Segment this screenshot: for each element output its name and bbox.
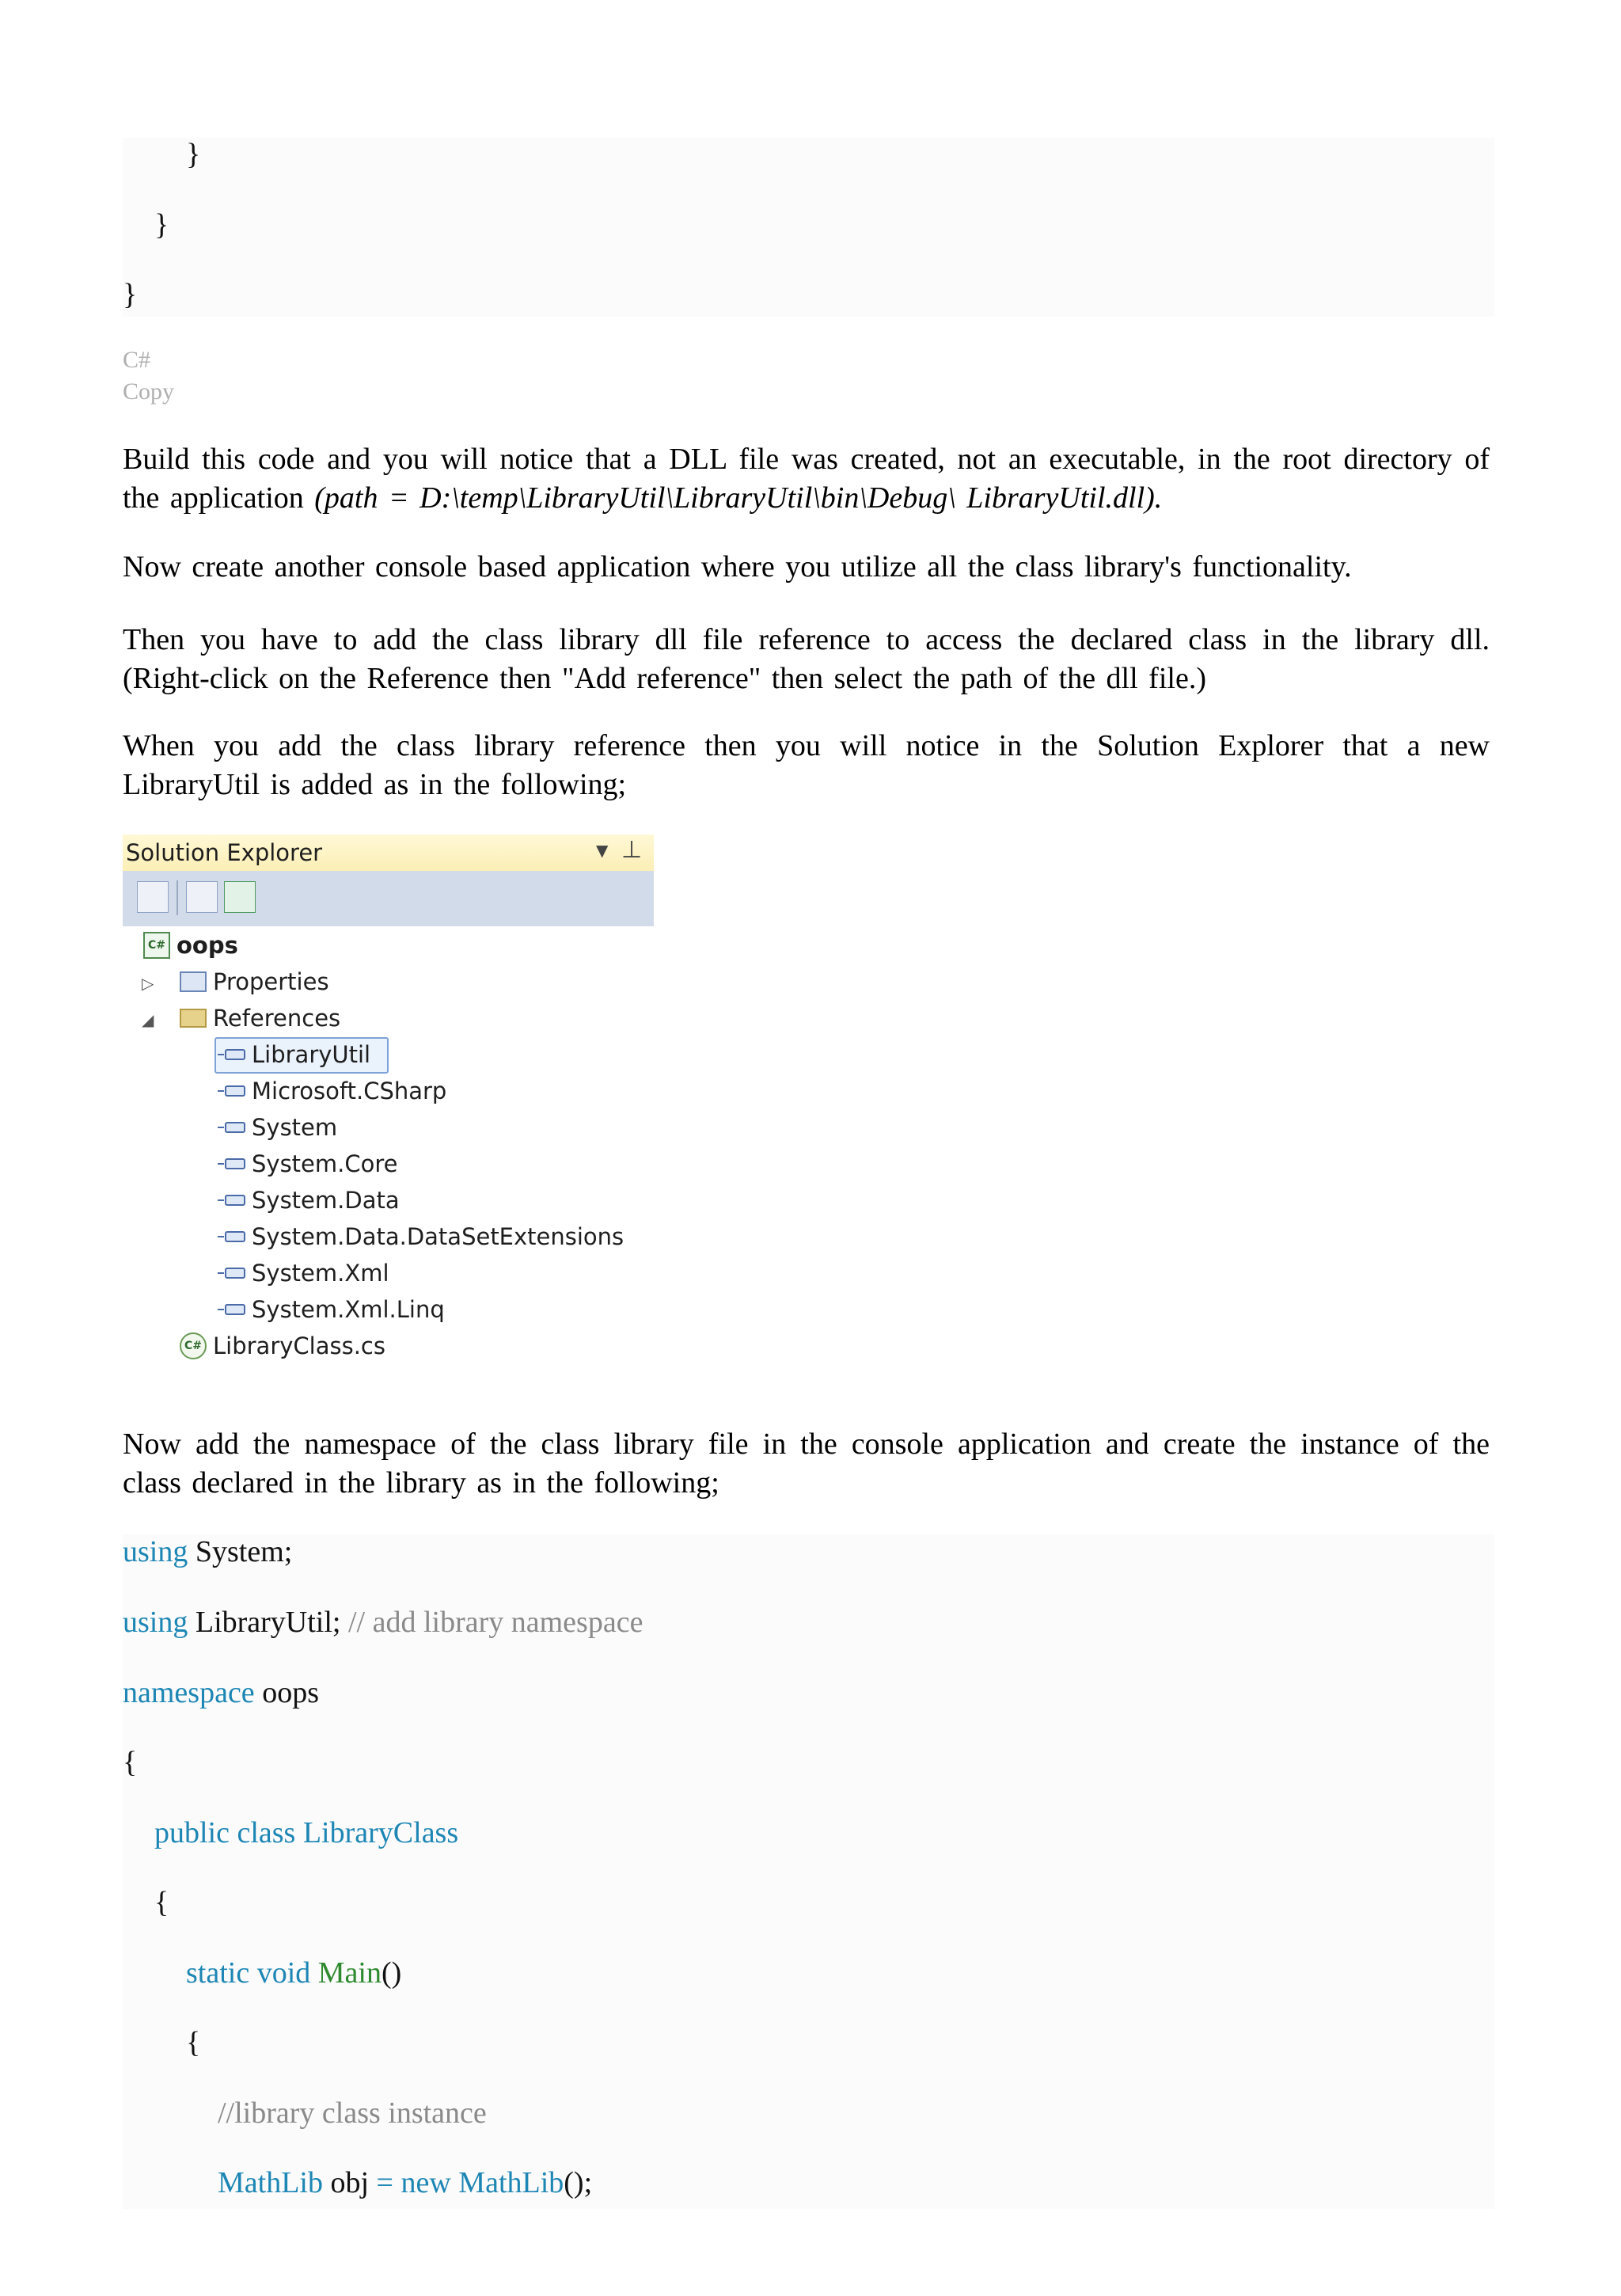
tree-item-project[interactable] bbox=[143, 929, 238, 961]
reference-connector bbox=[218, 1236, 224, 1237]
code-operator: = bbox=[376, 2166, 393, 2199]
reference-item[interactable] bbox=[218, 1294, 445, 1325]
reference-connector bbox=[218, 1163, 224, 1165]
reference-icon bbox=[225, 1122, 245, 1133]
solution-explorer-title: Solution Explorer bbox=[126, 839, 323, 866]
reference-item[interactable] bbox=[218, 1148, 397, 1180]
tree-item-references[interactable] bbox=[180, 1002, 340, 1034]
reference-label: System bbox=[252, 1114, 338, 1141]
code-line bbox=[123, 1605, 643, 1640]
folder-icon bbox=[180, 1009, 207, 1028]
reference-connector bbox=[218, 1199, 224, 1201]
code-line bbox=[186, 1956, 401, 1990]
code-text: (); bbox=[564, 2166, 593, 2199]
copy-link[interactable]: Copy bbox=[123, 378, 175, 405]
reference-label: System.Data.DataSetExtensions bbox=[252, 1223, 624, 1250]
code-keyword: new MathLib bbox=[393, 2166, 564, 2199]
code-line: { bbox=[186, 2026, 201, 2059]
show-all-files-icon[interactable] bbox=[186, 881, 218, 913]
reference-item[interactable] bbox=[218, 1221, 624, 1253]
paragraph-build-text: Build this code and you will notice that a DLL file was created, not an executable, in the root directory of the application bbox=[123, 443, 1490, 515]
code-text: () bbox=[381, 1956, 402, 1990]
code-text: System; bbox=[188, 1535, 293, 1568]
reference-connector bbox=[218, 1127, 224, 1128]
solution-explorer-toolbar bbox=[123, 871, 654, 926]
paragraph-add-reference: Then you have to add the class library dll file reference to access the declared class in the library dll. (Right-click on the Reference then "Add reference" then select the path of the dll file.) bbox=[123, 623, 1490, 695]
tree-item-label: LibraryClass.cs bbox=[213, 1332, 385, 1359]
reference-label: System.Xml.Linq bbox=[252, 1296, 445, 1323]
reference-item[interactable] bbox=[218, 1039, 370, 1070]
solution-explorer-header bbox=[123, 834, 654, 872]
tree-item-label: References bbox=[213, 1005, 341, 1032]
code-text: LibraryUtil; bbox=[188, 1606, 348, 1639]
reference-connector bbox=[218, 1054, 224, 1055]
code-line bbox=[123, 1534, 292, 1569]
code-line bbox=[218, 2165, 592, 2200]
dll-path: (path = D:\temp\LibraryUtil\LibraryUtil\bin\Debug\ LibraryUtil.dll). bbox=[314, 481, 1163, 515]
reference-connector bbox=[218, 1090, 224, 1092]
code-function: Main bbox=[317, 1956, 382, 1990]
code-text: oops bbox=[254, 1676, 319, 1709]
tree-item-properties[interactable] bbox=[180, 966, 329, 998]
code-line: } bbox=[186, 138, 201, 171]
csharp-file-icon: C# bbox=[180, 1332, 207, 1359]
reference-item[interactable] bbox=[218, 1257, 389, 1289]
toolbar-separator bbox=[177, 880, 178, 915]
collapse-arrow-icon[interactable]: ◢ bbox=[142, 1010, 154, 1029]
tree-item-label: oops bbox=[177, 932, 238, 959]
code-line: //library class instance bbox=[218, 2096, 487, 2130]
reference-connector bbox=[218, 1272, 224, 1274]
code-line: } bbox=[154, 208, 169, 241]
refresh-icon[interactable] bbox=[224, 881, 256, 913]
reference-item[interactable] bbox=[218, 1075, 446, 1107]
expand-arrow-icon[interactable]: ▷ bbox=[142, 974, 154, 993]
code-comment: // add library namespace bbox=[347, 1606, 643, 1639]
reference-icon bbox=[225, 1231, 245, 1242]
code-block-top bbox=[123, 138, 1494, 317]
code-keyword: static void bbox=[186, 1956, 318, 1990]
code-line: { bbox=[123, 1746, 138, 1779]
code-keyword: using bbox=[123, 1606, 188, 1639]
reference-icon bbox=[225, 1268, 245, 1279]
tree-item-file[interactable] bbox=[180, 1330, 385, 1362]
reference-icon bbox=[225, 1049, 245, 1060]
code-language-label: C# bbox=[123, 347, 151, 373]
paragraph-console-app: Now create another console based application where you utilize all the class library's functionality. bbox=[123, 550, 1352, 584]
properties-toolbar-icon[interactable] bbox=[137, 881, 169, 913]
code-line: public class LibraryClass bbox=[154, 1816, 459, 1849]
code-keyword: using bbox=[123, 1535, 188, 1568]
reference-label: System.Xml bbox=[252, 1260, 389, 1287]
properties-icon bbox=[180, 971, 207, 992]
reference-label: System.Core bbox=[252, 1150, 398, 1177]
csharp-project-icon: C# bbox=[143, 932, 170, 959]
reference-connector bbox=[218, 1309, 224, 1310]
reference-item[interactable] bbox=[218, 1112, 337, 1143]
reference-icon bbox=[225, 1085, 245, 1097]
reference-label: System.Data bbox=[252, 1187, 400, 1214]
solution-explorer-panel bbox=[123, 834, 654, 1373]
pin-icon[interactable]: ⊥ bbox=[621, 836, 643, 864]
code-keyword: namespace bbox=[123, 1676, 255, 1709]
reference-icon bbox=[225, 1158, 245, 1169]
chevron-down-icon[interactable]: ▼ bbox=[596, 841, 609, 860]
reference-label: Microsoft.CSharp bbox=[252, 1078, 447, 1104]
code-line: } bbox=[123, 278, 138, 311]
reference-icon bbox=[225, 1195, 245, 1206]
reference-item[interactable] bbox=[218, 1184, 400, 1216]
code-type: MathLib bbox=[218, 2166, 323, 2199]
paragraph-build bbox=[123, 440, 1490, 518]
tree-item-label: Properties bbox=[213, 968, 329, 995]
reference-label: LibraryUtil bbox=[252, 1041, 371, 1068]
code-text: obj bbox=[322, 2166, 377, 2199]
code-line bbox=[123, 1675, 319, 1710]
code-line: { bbox=[154, 1886, 169, 1919]
reference-icon bbox=[225, 1304, 245, 1315]
paragraph-solution-explorer: When you add the class library reference then you will notice in the Solution Explorer that a new LibraryUtil is added as in the following; bbox=[123, 729, 1490, 801]
paragraph-add-namespace: Now add the namespace of the class library file in the console application and create the instance of the class declared in the library as in the following; bbox=[123, 1427, 1490, 1500]
